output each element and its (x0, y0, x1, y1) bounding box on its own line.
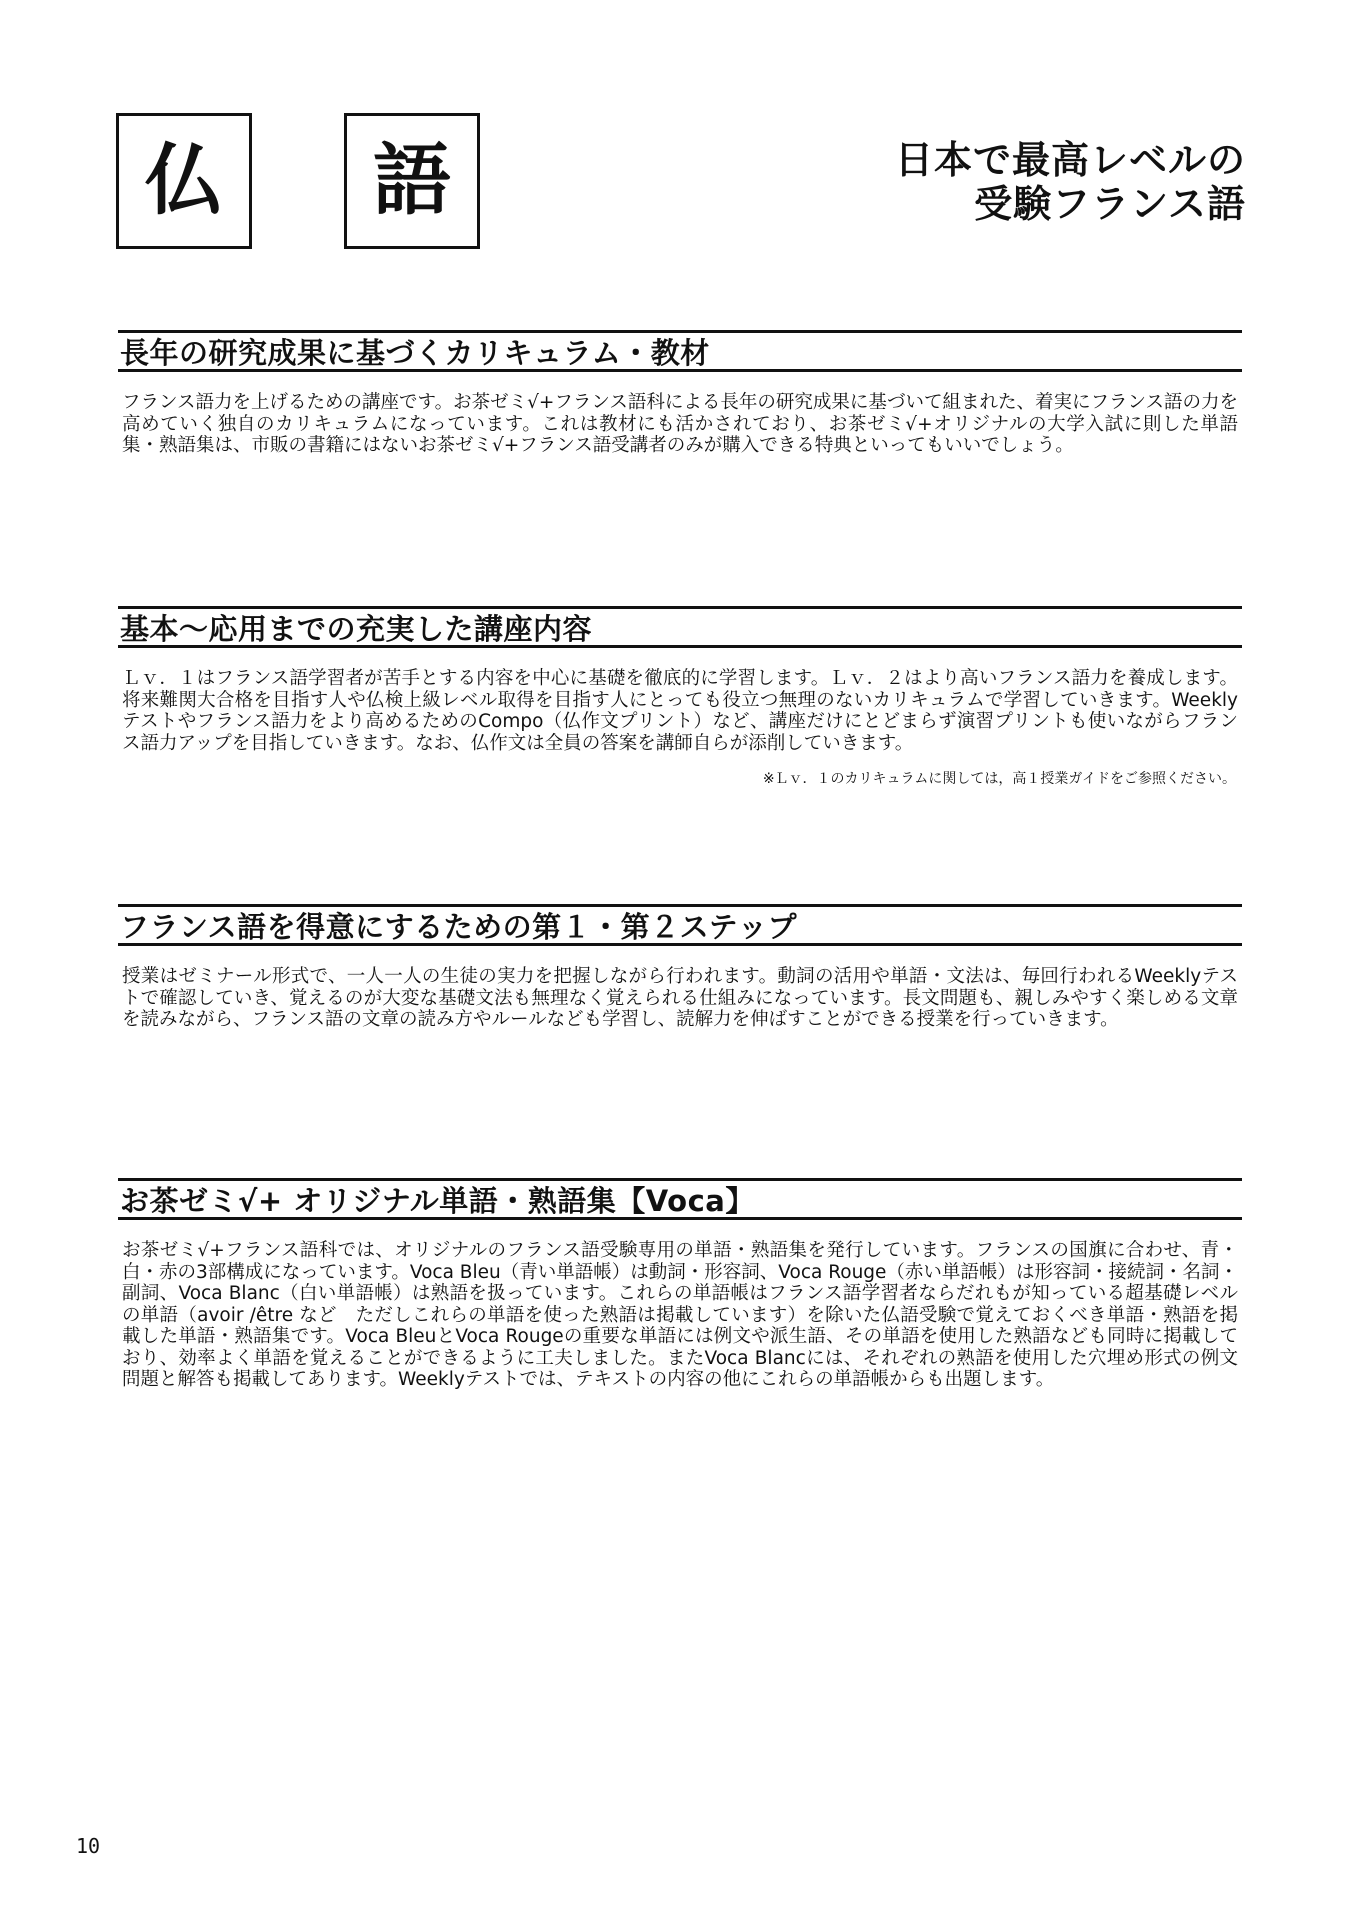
section-note: ※Ｌｖ．１のカリキュラムに関しては，高１授業ガイドをご参照ください。 (762, 771, 1236, 787)
section-curriculum (118, 330, 1242, 457)
section-course-content (118, 606, 1242, 788)
catchphrase (895, 138, 1246, 226)
section-body: 授業はゼミナール形式で、一人一人の生徒の実力を把握しながら行われます。動詞の活用や単語・文法は、毎回行われるWeeklyテストで確認していき、覚えるのが大変な基礎文法も無理なく覚えられる仕組みになっています。長文問題も、親しみやすく楽しめる文章を読みながら、フランス語の文章の読み方やルールなども学習し、読解力を伸ばすことができる授業を行っていきます。 (122, 966, 1238, 1030)
section-heading: フランス語を得意にするための第１・第２ステップ (118, 904, 1242, 946)
section-heading: 基本〜応用までの充実した講座内容 (118, 606, 1242, 648)
section-voca (118, 1178, 1242, 1391)
section-heading: お茶ゼミ√+ オリジナル単語・熟語集【Voca】 (118, 1178, 1242, 1220)
catchphrase-line-1: 日本で最高レベルの (894, 138, 1246, 182)
catchphrase-line-2: 受験フランス語 (974, 182, 1246, 226)
section-body: お茶ゼミ√+フランス語科では、オリジナルのフランス語受験専用の単語・熟語集を発行しています。フランスの国旗に合わせ、青・白・赤の3部構成になっています。Voca Bleu（青い単語帳）は動詞・形容詞、Voca Rouge（赤い単語帳）は形容詞・接続詞・名詞・副詞、Voca Blanc（白い単語帳）は熟語を扱っています。これらの単語帳はフランス語学習者ならだれもが知っている超基礎レベルの単語（avoir /être など ただしこれらの単語を使った熟語は掲載しています）を除いた仏語受験で覚えておくべき単語・熟語を掲載した単語・熟語集です。Voca BleuとVoca Rougeの重要な単語には例文や派生語、その単語を使用した熟語なども同時に掲載しており、効率よく単語を覚えることができるように工夫しました。またVoca Blancには、それぞれの熟語を使用した穴埋め形式の例文問題と解答も掲載してあります。Weeklyテストでは、テキストの内容の他にこれらの単語帳からも出題します。 (122, 1240, 1238, 1390)
section-heading: 長年の研究成果に基づくカリキュラム・教材 (118, 330, 1242, 372)
section-body: Ｌｖ．１はフランス語学習者が苦手とする内容を中心に基礎を徹底的に学習します。Ｌｖ．２はより高いフランス語力を養成します。将来難関大合格を目指す人や仏検上級レベル取得を目指す人にとっても役立つ無理のないカリキュラムで学習していきます。Weeklyテストやフランス語力をより高めるためのCompo（仏作文プリント）など、講座だけにとどまらず演習プリントも使いながらフランス語力アップを目指していきます。なお、仏作文は全員の答案を講師自らが添削していきます。 (122, 668, 1238, 754)
title-kanji-2: 語 (372, 136, 451, 226)
title-kanji-box-1 (116, 113, 252, 249)
section-steps (118, 904, 1242, 1031)
page-number: 10 (76, 1834, 101, 1858)
title-kanji-box-2 (344, 113, 480, 249)
section-body: フランス語力を上げるための講座です。お茶ゼミ√+フランス語科による長年の研究成果に基づいて組まれた、着実にフランス語の力を高めていく独自のカリキュラムになっています。これは教材にも活かされており、お茶ゼミ√+オリジナルの大学入試に則した単語集・熟語集は、市販の書籍にはないお茶ゼミ√+フランス語受講者のみが購入できる特典といってもいいでしょう。 (122, 392, 1238, 456)
title-kanji-1: 仏 (144, 136, 223, 226)
